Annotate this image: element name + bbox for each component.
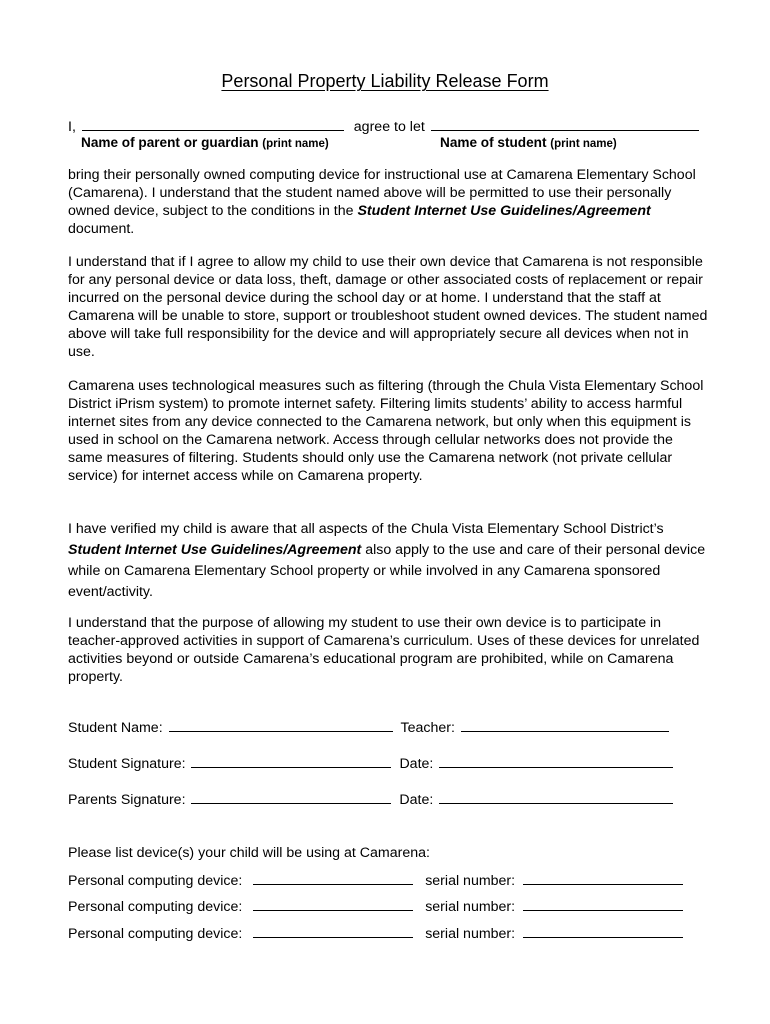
intro-middle: agree to let <box>353 119 425 135</box>
serial-label: serial number: <box>425 899 516 915</box>
student-name-label: Student Name: <box>68 720 163 736</box>
device-label: Personal computing device: <box>68 899 243 915</box>
parent-caption-label: Name of parent or guardian <box>81 135 259 150</box>
device-input[interactable] <box>253 925 413 938</box>
paragraph-1 <box>68 166 708 238</box>
serial-input[interactable] <box>523 925 683 938</box>
student-signature-label: Student Signature: <box>68 756 186 772</box>
parent-name-field[interactable] <box>82 117 344 131</box>
serial-label: serial number: <box>425 926 516 942</box>
device-label: Personal computing device: <box>68 926 243 942</box>
serial-input[interactable] <box>523 872 683 885</box>
date-label-2: Date: <box>399 792 434 808</box>
student-caption-label: Name of student <box>440 135 547 150</box>
student-signature-input[interactable] <box>191 755 391 768</box>
student-caption <box>440 135 617 150</box>
device-label: Personal computing device: <box>68 873 243 889</box>
intro-prefix: I, <box>68 119 76 135</box>
teacher-label: Teacher: <box>400 720 455 736</box>
parents-signature-label: Parents Signature: <box>68 792 186 808</box>
device-row <box>68 898 683 915</box>
device-input[interactable] <box>253 898 413 911</box>
device-row <box>68 872 683 889</box>
p1-text-b: document. <box>68 221 135 237</box>
paragraph-3: Camarena uses technological measures such as filtering (through the Chula Vista Elementary School District iPrism system) to promote internet safety. Filtering limits students’ ability to access harmful internet sites from any device connected to the Camarena network, but only when this equipment is used in school on the Camarena network. Access through cellular networks does not provide the same measures of filtering. Students should only use the Camarena network (not private cellular service) for internet access while on Camarena property. <box>68 378 704 484</box>
p4-guidelines-ref: Student Internet Use Guidelines/Agreement <box>68 542 362 558</box>
student-signature-row <box>68 755 673 772</box>
p1-text-a: bring their personally owned computing device for instructional use at Camarena Elementary School (Camarena). I understand that the student named above will be permitted to use their personally owned device, subject to the conditions in the <box>68 167 696 219</box>
serial-label: serial number: <box>425 873 516 889</box>
parent-caption <box>81 135 329 150</box>
devices-prompt: Please list device(s) your child will be using at Camarena: <box>68 845 430 861</box>
device-input[interactable] <box>253 872 413 885</box>
parent-caption-note: (print name) <box>262 138 329 150</box>
parents-signature-row <box>68 791 673 808</box>
intro-line <box>68 117 699 135</box>
date-input-1[interactable] <box>439 755 673 768</box>
form-title: Personal Property Liability Release Form <box>221 71 549 91</box>
p1-guidelines-ref: Student Internet Use Guidelines/Agreement <box>357 203 651 219</box>
device-row <box>68 925 683 942</box>
serial-input[interactable] <box>523 898 683 911</box>
parents-signature-input[interactable] <box>191 791 391 804</box>
paragraph-5: I understand that the purpose of allowing my student to use their own device is to participate in teacher-approved activities in support of Camarena’s curriculum. Uses of these devices for unrelated activities beyond or outside Camarena’s educational program are prohibited, while on Camarena property. <box>68 615 700 685</box>
student-name-row <box>68 719 669 736</box>
student-name-input[interactable] <box>169 719 393 732</box>
date-label-1: Date: <box>399 756 434 772</box>
paragraph-2: I understand that if I agree to allow my child to use their own device that Camarena is not responsible for any personal device or data loss, theft, damage or other associated costs of replacement or repair incurred on the personal device during the school day or at home. I understand that the staff at Camarena will be unable to store, support or troubleshoot student owned devices. The student named above will take full responsibility for the device and will appropriately secure all devices when not in use. <box>68 254 708 360</box>
student-caption-note: (print name) <box>550 138 617 150</box>
student-name-field[interactable] <box>431 117 699 131</box>
p4-text-a: I have verified my child is aware that all aspects of the Chula Vista Elementary School District’s <box>68 521 664 537</box>
paragraph-4 <box>68 519 708 603</box>
date-input-2[interactable] <box>439 791 673 804</box>
teacher-input[interactable] <box>461 719 669 732</box>
p4-text-b: also apply to the use and care of their personal device while on Camarena Elementary School property or while involved in any Camarena sponsored event/activity. <box>68 542 706 600</box>
